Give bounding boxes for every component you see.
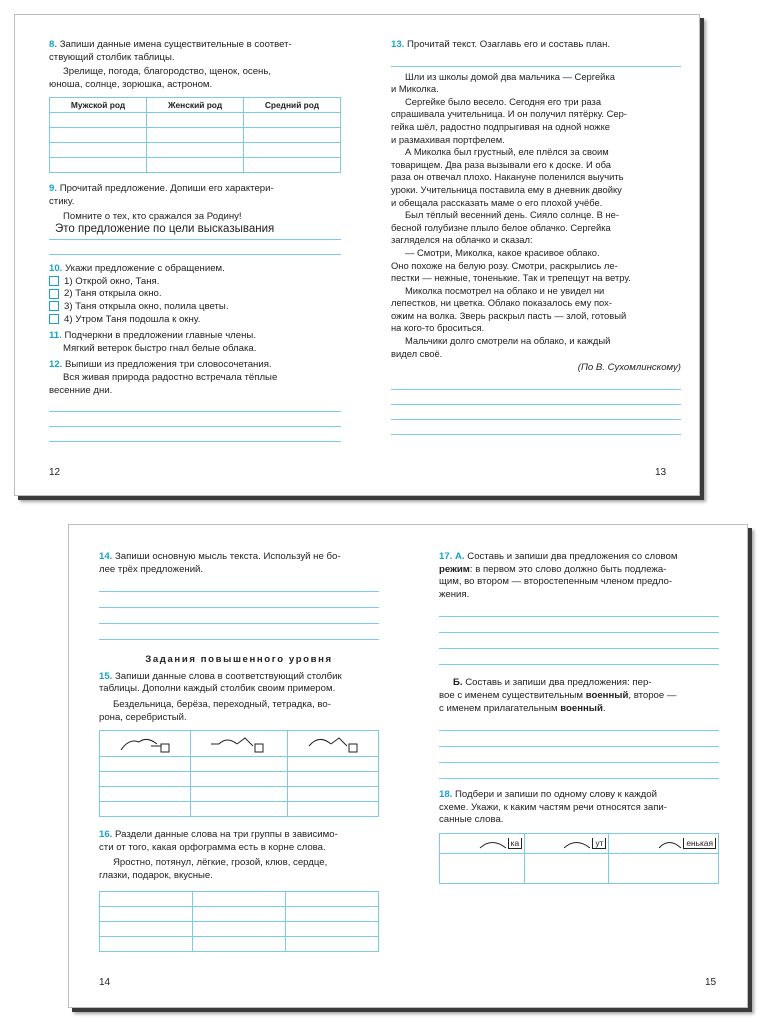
answer-line[interactable] <box>49 397 341 412</box>
table-cell[interactable] <box>191 802 288 817</box>
option-4[interactable]: 4) Утром Таня подошла к окну. <box>49 314 341 327</box>
table-cell[interactable] <box>100 772 191 787</box>
task-12: 12. Выпиши из предложения три словосочетания. <box>49 359 272 371</box>
root-arc-icon <box>478 839 508 849</box>
answer-line[interactable] <box>439 633 719 649</box>
story-line: Шли из школы домой два мальчика — Сергейка <box>405 70 615 82</box>
answer-line[interactable] <box>439 747 719 763</box>
story-line: товарищем. Два раза вызывали его к доске. И оба <box>391 158 611 170</box>
page-number-15: 15 <box>705 977 717 988</box>
answer-line[interactable] <box>439 763 719 779</box>
answer-line[interactable] <box>49 427 341 442</box>
story-line: видел своё. <box>391 347 443 359</box>
header-neuter: Средний род <box>243 98 340 113</box>
task-17a: 17. А. Составь и запиши два предложения со словом режим: в первом это слово должно быть подлежа- щим, во втором — второстепенным членом предло- жения. <box>439 551 678 600</box>
table-cell[interactable] <box>100 906 193 921</box>
story-line: на кого-то броситься. <box>391 322 485 334</box>
task-16-words: Яростно, потянул, лёгкие, грозой, клюв, сердце, глазки, подарок, вкусные. <box>99 857 328 881</box>
table-cell[interactable] <box>243 113 340 128</box>
checkbox[interactable] <box>49 301 59 311</box>
scheme-root-suffix-2 <box>287 731 378 757</box>
table-cell[interactable] <box>286 906 379 921</box>
checkbox[interactable] <box>49 289 59 299</box>
table-cell[interactable] <box>147 158 244 173</box>
table-cell[interactable] <box>191 772 288 787</box>
table-cell[interactable] <box>193 891 286 906</box>
table-cell[interactable] <box>100 936 193 951</box>
task-9-answer-line[interactable] <box>49 223 341 240</box>
page-number-13: 13 <box>655 467 667 478</box>
table-cell[interactable] <box>50 128 147 143</box>
task-9: 9. Прочитай предложение. Допиши его характери- стику. <box>49 183 274 207</box>
page-15 <box>439 551 719 884</box>
scheme-ka <box>440 833 525 853</box>
task-14: 14. Запиши основную мысль текста. Используй не бо- лее трёх предложений. <box>99 551 341 575</box>
table-cell[interactable] <box>147 143 244 158</box>
task-13: 13. Прочитай текст. Озаглавь его и составь план. <box>391 39 611 50</box>
answer-line[interactable] <box>439 731 719 747</box>
story-line: спрашивала учительница. И он получил пятёрку. Сер- <box>391 108 627 120</box>
spread-pages-14-15 <box>68 524 748 1008</box>
scheme-ut <box>525 833 609 853</box>
table-cell[interactable] <box>191 757 288 772</box>
gender-table <box>49 97 341 173</box>
table-cell[interactable] <box>50 113 147 128</box>
story-line: гейка шёл, радостно подпрыгивая на одной ножке <box>391 120 610 132</box>
table-cell[interactable] <box>287 802 378 817</box>
table-cell[interactable] <box>286 921 379 936</box>
table-cell[interactable] <box>100 802 191 817</box>
page-13 <box>391 39 681 435</box>
root-arc-icon <box>562 839 592 849</box>
table-cell[interactable] <box>286 936 379 951</box>
task-18: 18. Подбери и запиши по одному слову к каждой схеме. Укажи, к каким частям речи относятся запи- санные слова. <box>439 789 667 826</box>
story-line: Сергейке было весело. Сегодня его три раза <box>405 95 602 107</box>
table-cell[interactable] <box>243 158 340 173</box>
word-scheme-icon <box>209 734 269 754</box>
table-cell[interactable] <box>50 158 147 173</box>
table-cell[interactable] <box>50 143 147 158</box>
task-10-options <box>49 276 341 326</box>
story-line: уроки. Учительница поставила ему в дневник двойку <box>391 183 622 195</box>
task-8-words: Зрелище, погода, благородство, щенок, осень, юноша, солнце, зорюшка, астроном. <box>49 66 272 90</box>
story-line: бесной голубизне плыло белое облачко. Сергейка <box>391 221 611 233</box>
story-line: пестки — нежные, тоненькие. Так и трепещут на ветру. <box>391 272 631 284</box>
table-cell[interactable] <box>147 128 244 143</box>
answer-line[interactable] <box>391 405 681 420</box>
table-cell[interactable] <box>287 772 378 787</box>
story-line: Оно похоже на белую розу. Смотри, раскрылись ле- <box>391 259 618 271</box>
answer-line[interactable] <box>391 375 681 390</box>
spelling-groups-table <box>99 891 379 952</box>
word-scheme-icon <box>117 734 173 754</box>
answer-line[interactable] <box>439 715 719 731</box>
suffix-enkaya: енькая <box>683 838 716 849</box>
story-line: — Смотри, Миколка, какое красивое облако. <box>405 246 600 258</box>
table-cell[interactable] <box>100 787 191 802</box>
suffix-ka: ка <box>508 838 523 849</box>
checkbox[interactable] <box>49 276 59 286</box>
answer-line[interactable] <box>99 608 379 624</box>
option-1[interactable]: 1) Открой окно, Таня. <box>49 276 341 289</box>
table-cell[interactable] <box>100 891 193 906</box>
story-line: и размахивая портфелем. <box>391 133 505 145</box>
table-cell[interactable] <box>193 906 286 921</box>
table-cell[interactable] <box>100 921 193 936</box>
option-3[interactable]: 3) Таня открыла окно, полила цветы. <box>49 301 341 314</box>
table-cell[interactable] <box>243 128 340 143</box>
story-line: раза он отвечал плохо. Накануне поленился выучить <box>391 171 624 183</box>
suffix-ut: ут <box>592 838 606 849</box>
story-text <box>391 71 681 361</box>
table-cell[interactable] <box>286 891 379 906</box>
word-scheme-icon <box>305 734 361 754</box>
story-line: загляделся на облачко и сказал: <box>391 234 533 246</box>
task-16: 16. Раздели данные слова на три группы в зависимо- сти от того, какая орфограмма есть в корне слова. <box>99 829 338 853</box>
answer-line[interactable] <box>49 240 341 255</box>
option-2[interactable]: 2) Таня открыла окно. <box>49 288 341 301</box>
table-cell[interactable] <box>193 936 286 951</box>
page-number-14: 14 <box>99 977 111 988</box>
answer-line[interactable] <box>99 576 379 592</box>
story-line: Был тёплый весенний день. Сияло солнце. В не- <box>405 209 619 221</box>
story-line: и Миколка. <box>391 83 439 95</box>
story-source: (По В. Сухомлинскому) <box>577 362 681 374</box>
task-11: 11. Подчеркни в предложении главные члены. <box>49 330 256 342</box>
story-line: лепестков, ни цветка. Облако показалось ему пох- <box>391 297 612 309</box>
table-cell[interactable] <box>191 787 288 802</box>
scheme-enkaya <box>609 833 719 853</box>
task-11-sentence: Мягкий ветерок быстро гнал белые облака. <box>63 342 257 354</box>
table-cell[interactable] <box>193 921 286 936</box>
scheme-root-suffix <box>191 731 288 757</box>
story-line: Мальчики долго смотрели на облако, и каждый <box>405 335 611 347</box>
table-cell[interactable] <box>287 787 378 802</box>
suffix-scheme-table <box>439 833 719 884</box>
task-10: 10. Укажи предложение с обращением. <box>49 263 225 275</box>
task-15-words: Бездельница, берёза, переходный, тетрадка, во- рона, серебристый. <box>99 698 331 723</box>
root-arc-icon <box>657 839 683 849</box>
task-8: 8. Запиши данные имена существительные в соответ- ствующий столбик таблицы. <box>49 39 292 63</box>
title-answer-line[interactable] <box>391 52 681 67</box>
page-number-12: 12 <box>49 467 61 478</box>
word-scheme-table <box>99 730 379 817</box>
answer-line[interactable] <box>439 617 719 633</box>
answer-line[interactable] <box>49 412 341 427</box>
page-14 <box>99 551 379 952</box>
scheme-prefix-suffix <box>100 731 191 757</box>
answer-line[interactable] <box>439 649 719 665</box>
header-feminine: Женский род <box>147 98 244 113</box>
table-cell[interactable] <box>243 143 340 158</box>
header-masculine: Мужской род <box>50 98 147 113</box>
story-line: и обещала рассказать маме о его плохой учёбе. <box>391 196 603 208</box>
answer-line[interactable] <box>439 601 719 617</box>
checkbox[interactable] <box>49 314 59 324</box>
story-line: Миколка посмотрел на облако и не увидел ни <box>405 284 605 296</box>
table-cell[interactable] <box>609 853 719 883</box>
story-line: А Миколка был грустный, еле плёлся за своим <box>405 146 609 158</box>
answer-line[interactable] <box>99 592 379 608</box>
task-15: 15. Запиши данные слова в соответствующий столбик таблицы. Дополни каждый столбик своим примером. <box>99 670 342 695</box>
task-12-sentence: Вся живая природа радостно встречала тёплые весенние дни. <box>49 371 278 396</box>
story-line: ожим на волка. Зверь раскрыл пасть — злой, готовый <box>391 309 627 321</box>
table-cell[interactable] <box>440 853 525 883</box>
table-cell[interactable] <box>287 757 378 772</box>
answer-line[interactable] <box>99 624 379 640</box>
answer-line[interactable] <box>391 420 681 435</box>
table-cell[interactable] <box>147 113 244 128</box>
table-cell[interactable] <box>100 757 191 772</box>
task-9-sentence: Помните о тех, кто сражался за Родину! <box>63 210 242 222</box>
advanced-level-heading: Задания повышенного уровня <box>145 654 333 666</box>
answer-line[interactable] <box>391 390 681 405</box>
task-17b: Б. Составь и запиши два предложения: пер- вое с именем существительным военный, второе — с именем прилагательным военный. <box>439 677 677 714</box>
spread-pages-12-13 <box>14 14 700 496</box>
task-9-answer: Это предложение по цели высказывания <box>55 223 275 236</box>
table-cell[interactable] <box>525 853 609 883</box>
page-12 <box>49 39 341 442</box>
